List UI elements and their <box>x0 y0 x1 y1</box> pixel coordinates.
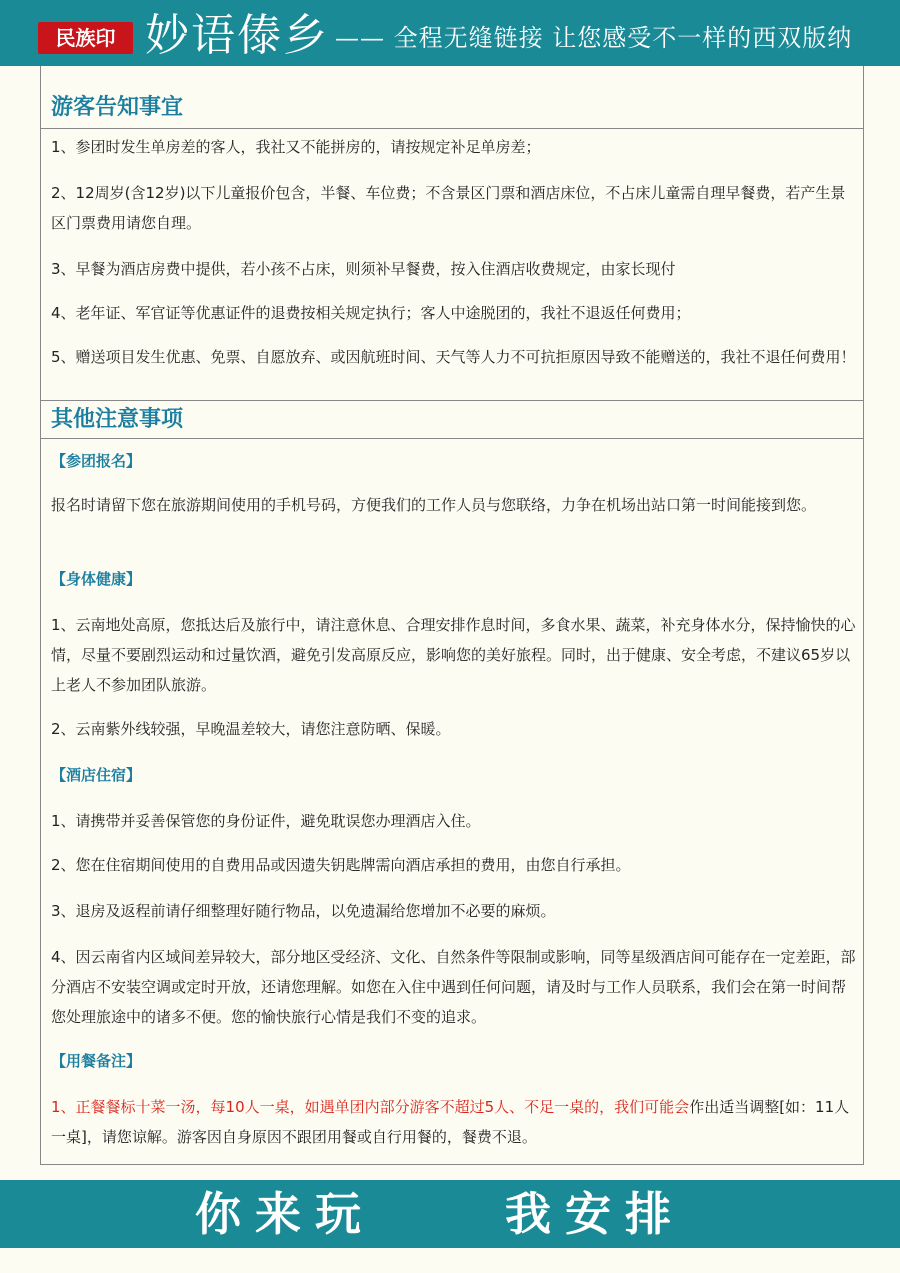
notice-item-2: 2、12周岁(含12岁)以下儿童报价包含，半餐、车位费；不含景区门票和酒店床位，不占床儿童需自理早餐费，若产生景区门票费用请您自理。 <box>51 184 846 232</box>
other-title: 其他注意事项 <box>51 407 184 432</box>
notice-item-4: 4、老年证、军官证等优惠证件的退费按相关规定执行；客人中途脱团的，我社不退返任何费用； <box>51 304 691 322</box>
hotel-item-2: 2、您在住宿期间使用的自费用品或因遗失钥匙牌需向酒店承担的费用，由您自行承担。 <box>51 856 631 874</box>
notice-item-3: 3、早餐为酒店房费中提供，若小孩不占床，则须补早餐费，按入住酒店收费规定，由家长现付 <box>51 260 676 278</box>
content-panel <box>40 66 864 1165</box>
brand-title: 妙语傣乡 <box>145 10 329 61</box>
meal-text-highlight: 1、正餐餐标十菜一汤，每10人一桌，如遇单团内部分游客不超过5人、不足一桌的，我们可能会 <box>51 1098 690 1116</box>
signup-heading: 【参团报名】 <box>51 452 142 470</box>
notice-item-5: 5、赠送项目发生优惠、免票、自愿放弃、或因航班时间、天气等人力不可抗拒原因导致不能赠送的，我社不退任何费用！ <box>51 348 856 366</box>
hotel-item-4: 4、因云南省内区域间差异较大，部分地区受经济、文化、自然条件等限制或影响，同等星级酒店间可能存在一定差距，部分酒店不安装空调或定时开放，还请您理解。如您在入住中遇到任何问题，请及时与工作人员联系，我们会在第一时间帮您处理旅途中的诸多不便。您的愉快旅行心情是我们不变的追求。 <box>51 948 856 1026</box>
signup-text: 报名时请留下您在旅游期间使用的手机号码，方便我们的工作人员与您联络，力争在机场出站口第一时间能接到您。 <box>51 496 817 514</box>
meal-heading: 【用餐备注】 <box>51 1052 142 1070</box>
meal-text <box>51 1092 856 1152</box>
divider <box>41 438 863 439</box>
header-banner <box>0 0 900 66</box>
hotel-item-1: 1、请携带并妥善保管您的身份证件，避免耽误您办理酒店入住。 <box>51 812 481 830</box>
notice-item-1: 1、参团时发生单房差的客人，我社又不能拼房的，请按规定补足单房差； <box>51 138 541 156</box>
health-item-1: 1、云南地处高原，您抵达后及旅行中，请注意休息、合理安排作息时间，多食水果、蔬菜，补充身体水分，保持愉快的心情，尽量不要剧烈运动和过量饮酒，避免引发高原反应，影响您的美好旅程。同时，出于健康、安全考虑，不建议65岁以上老人不参加团队旅游。 <box>51 616 856 694</box>
hotel-heading: 【酒店住宿】 <box>51 766 142 784</box>
notice-title: 游客告知事宜 <box>51 95 184 120</box>
meal-text-rest: 作出适当调整[如：11人一桌]，请您谅解。游客因自身原因不跟团用餐或自行用餐的，餐费不退。 <box>51 1098 850 1146</box>
divider <box>41 400 863 401</box>
footer-banner <box>0 1180 900 1248</box>
hotel-item-3: 3、退房及返程前请仔细整理好随行物品，以免遗漏给您增加不必要的麻烦。 <box>51 902 556 920</box>
brand-slogan: —— 全程无缝链接 让您感受不一样的西双版纳 <box>335 24 853 52</box>
health-heading: 【身体健康】 <box>51 570 142 588</box>
divider <box>41 128 863 129</box>
brand-badge: 民族印 <box>38 22 133 54</box>
footer-slogan-right: 我安排 <box>505 1187 685 1241</box>
footer-slogan-left: 你来玩 <box>195 1187 375 1241</box>
health-item-2: 2、云南紫外线较强，早晚温差较大，请您注意防晒、保暖。 <box>51 720 451 738</box>
